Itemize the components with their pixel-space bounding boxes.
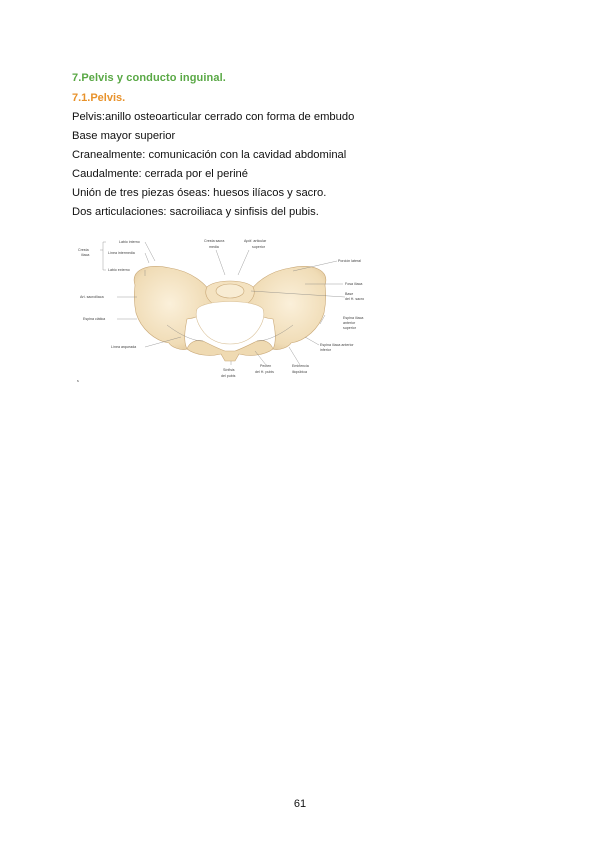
label-espina-ant-sup-1: Espina ilíaca (343, 316, 364, 320)
label-iliaca: ilíaca (81, 253, 90, 257)
label-espina-ant-sup-2: anterior (343, 321, 356, 325)
section-heading: 7.Pelvis y conducto inguinal. (72, 72, 226, 84)
label-cresta-sacra-1: Cresta sacra (204, 239, 225, 243)
figure-mark: s (77, 379, 79, 383)
label-pecten-2: del H. pubis (255, 370, 274, 374)
body-line-2: Base mayor superior (72, 130, 176, 142)
label-base-1: Base (345, 292, 354, 296)
label-sinfisis-1: Sínfisis (223, 368, 235, 372)
label-cresta: Cresta (78, 248, 89, 252)
label-linea-intermedia: Línea intermedia (108, 251, 135, 255)
label-espina-ant-inf-2: inferior (320, 348, 331, 352)
label-cresta-sacra-2: media (209, 245, 219, 249)
label-espina-ant-inf-1: Espina ilíaca anterior (320, 343, 354, 347)
label-espina-ant-sup-3: superior (343, 326, 356, 330)
body-line-5: Unión de tres piezas óseas: huesos ilíacos y sacro. (72, 187, 327, 199)
label-art-sacroiliaca: Art. sacroiliaca (80, 295, 104, 299)
pelvis-bones (134, 266, 326, 361)
body-line-3: Cranealmente: comunicación con la cavidad abdominal (72, 149, 347, 161)
sacral-base (216, 284, 244, 298)
label-eminencia-2: iliopúbica (292, 370, 307, 374)
label-linea-arqueada: Línea arqueada (111, 345, 137, 349)
body-line-1: Pelvis:anillo osteoarticular cerrado con forma de embudo (72, 111, 355, 123)
label-labio-externo: Labio externo (108, 268, 130, 272)
label-pecten-1: Pecten (260, 364, 272, 368)
label-apof-1: Apóf. articular (244, 239, 267, 243)
label-fosa-iliaca: Fosa ilíaca (345, 282, 363, 286)
label-apof-2: superior (252, 245, 265, 249)
page-number: 61 (293, 798, 307, 810)
pelvis-illustration (75, 233, 385, 388)
body-line-6: Dos articulaciones: sacroiliaca y sinfisis del pubis. (72, 206, 319, 218)
pelvic-inlet (196, 302, 264, 345)
body-line-4: Caudalmente: cerrada por el periné (72, 168, 248, 180)
label-base-2: del H. sacro (345, 297, 365, 301)
label-espina-ciatica: Espina ciática (83, 317, 106, 321)
subsection-heading: 7.1.Pelvis. (72, 92, 126, 104)
label-eminencia-1: Eminencia (292, 364, 309, 368)
label-porcion-lateral: Porción lateral (338, 259, 361, 263)
label-labio-interno: Labio interno (119, 240, 140, 244)
label-sinfisis-2: del pubis (221, 374, 236, 378)
